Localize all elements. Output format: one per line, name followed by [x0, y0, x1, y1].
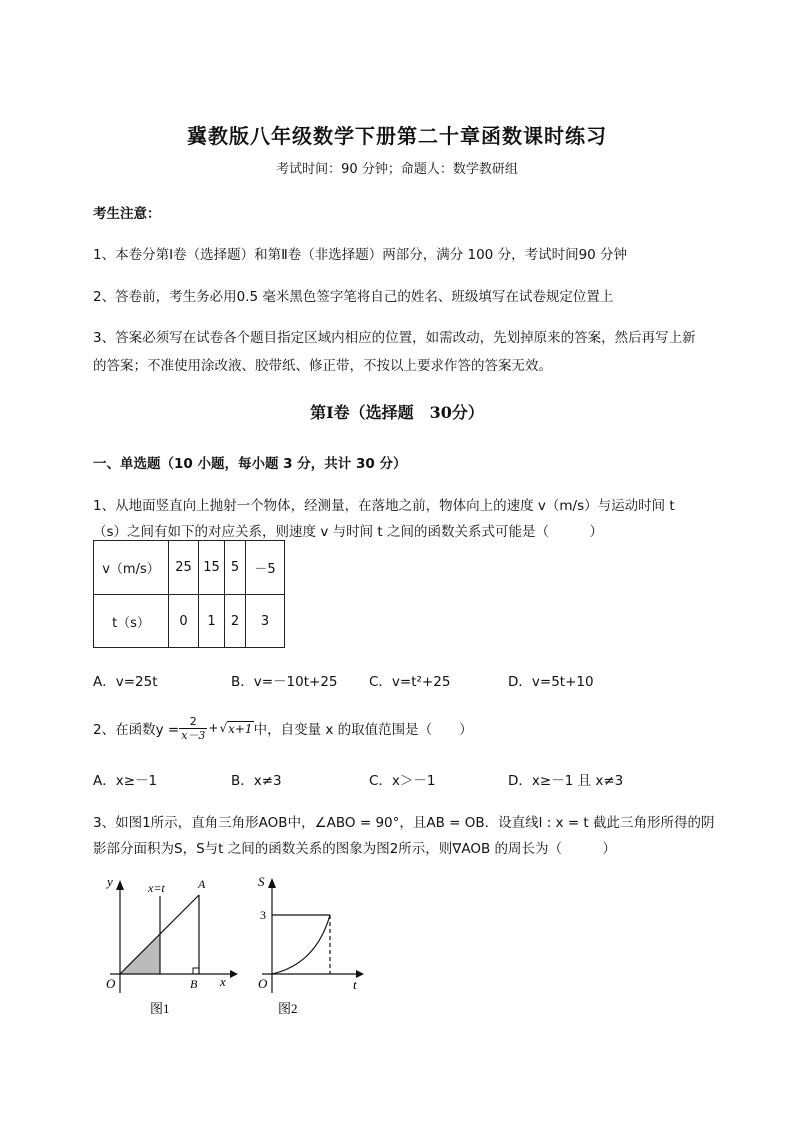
notice-item-1: 1、本卷分第Ⅰ卷（选择题）和第Ⅱ卷（非选择题）两部分，满分 100 分，考试时间90 分钟 [93, 247, 628, 263]
t-axis-arrow [356, 970, 364, 978]
q1-option-b: B．v=－10t+25 [231, 674, 338, 690]
figure-2-caption: 图2 [278, 1001, 298, 1016]
q2-option-d: D．x≥－1 且 x≠3 [508, 773, 624, 789]
q2-prefix: 2、在函数y = [93, 722, 180, 738]
table-cell: t（s） [94, 595, 169, 648]
figure-1-caption: 图1 [150, 1001, 170, 1016]
table-cell: 15 [199, 541, 225, 595]
table-cell: 25 [169, 541, 199, 595]
figure-2 [250, 868, 370, 1028]
table-cell: 5 [225, 541, 246, 595]
q2-fraction [179, 715, 207, 742]
notice-heading: 考生注意： [93, 206, 161, 222]
q2-option-b: B．x≠3 [231, 773, 282, 789]
table-cell: 2 [225, 595, 246, 648]
table-cell: 0 [169, 595, 199, 648]
q2-fraction-denominator: x－3 [181, 728, 206, 742]
q2-option-a: A．x≥－1 [93, 773, 158, 789]
table-cell: 3 [246, 595, 285, 648]
q1-option-a: A．v=25t [93, 674, 158, 690]
label-a: A [198, 877, 206, 891]
q3-line-2: 影部分面积为S，S与t 之间的函数关系的图象为图2所示，则∇AOB 的周长为（ ） [93, 841, 617, 857]
label-x: x [220, 974, 226, 989]
notice-item-3: 3、答案必须写在试卷各个题目指定区域内相应的位置，如需改动，先划掉原来的答案，然后再写上新 [93, 330, 696, 346]
q1-option-d: D．v=5t+10 [508, 674, 594, 690]
section-title: 第Ⅰ卷（选择题 30分） [310, 403, 484, 422]
q2-stem [93, 710, 473, 746]
s-t-curve [272, 915, 330, 974]
label-b: B [190, 977, 198, 991]
label-x-equals-t: x=t [148, 881, 165, 895]
q3-line-1: 3、如图1所示，直角三角形AOB中，∠ABO = 90°，且AB = OB．设直线l : x = t 截此三角形所得的阴 [93, 815, 715, 831]
label-y: y [107, 874, 113, 889]
page-subtitle: 考试时间：90 分钟；命题人：数学教研组 [276, 162, 518, 177]
q2-fraction-numerator: 2 [179, 715, 207, 729]
table-cell: v（m/s） [94, 541, 169, 595]
label-s: S [258, 874, 265, 889]
q2-plus: + [208, 721, 219, 735]
q1-line-1: 1、从地面竖直向上抛射一个物体，经测量，在落地之前，物体向上的速度 v（m/s）与运动时间 t [93, 498, 675, 514]
notice-item-2: 2、答卷前，考生务必用0.5 毫米黑色签字笔将自己的姓名、班级填写在试卷规定位置上 [93, 289, 614, 305]
q1-option-c: C．v=t²+25 [369, 674, 451, 690]
right-angle-mark [193, 968, 199, 974]
label-three: 3 [260, 908, 266, 922]
sqrt-sign: √ [219, 721, 228, 735]
page-title: 冀教版八年级数学下册第二十章函数课时练习 [187, 124, 607, 148]
table-cell: －5 [246, 541, 285, 595]
notice-item-3-cont: 的答案；不准使用涂改液、胶带纸、修正带，不按以上要求作答的答案无效。 [93, 358, 552, 374]
y-axis-arrow [116, 880, 124, 890]
label-o: O [106, 976, 116, 991]
q2-option-c: C．x＞－1 [369, 773, 436, 789]
q1-value-table [93, 540, 285, 648]
q2-suffix: 中，自变量 x 的取值范围是（ ） [253, 722, 473, 738]
s-axis-arrow [268, 878, 276, 888]
table-cell: 1 [199, 595, 225, 648]
q2-sqrt [219, 721, 253, 736]
q2-sqrt-radicand: x+1 [228, 721, 253, 736]
label-t: t [353, 977, 357, 992]
figure-1 [90, 868, 240, 1028]
q1-line-2: （s）之间有如下的对应关系，则速度 v 与时间 t 之间的函数关系式可能是（ ） [93, 524, 603, 540]
x-axis-arrow [230, 970, 238, 978]
part-heading: 一、单选题（10 小题，每小题 3 分，共计 30 分） [93, 456, 407, 472]
label-o: O [258, 976, 268, 991]
